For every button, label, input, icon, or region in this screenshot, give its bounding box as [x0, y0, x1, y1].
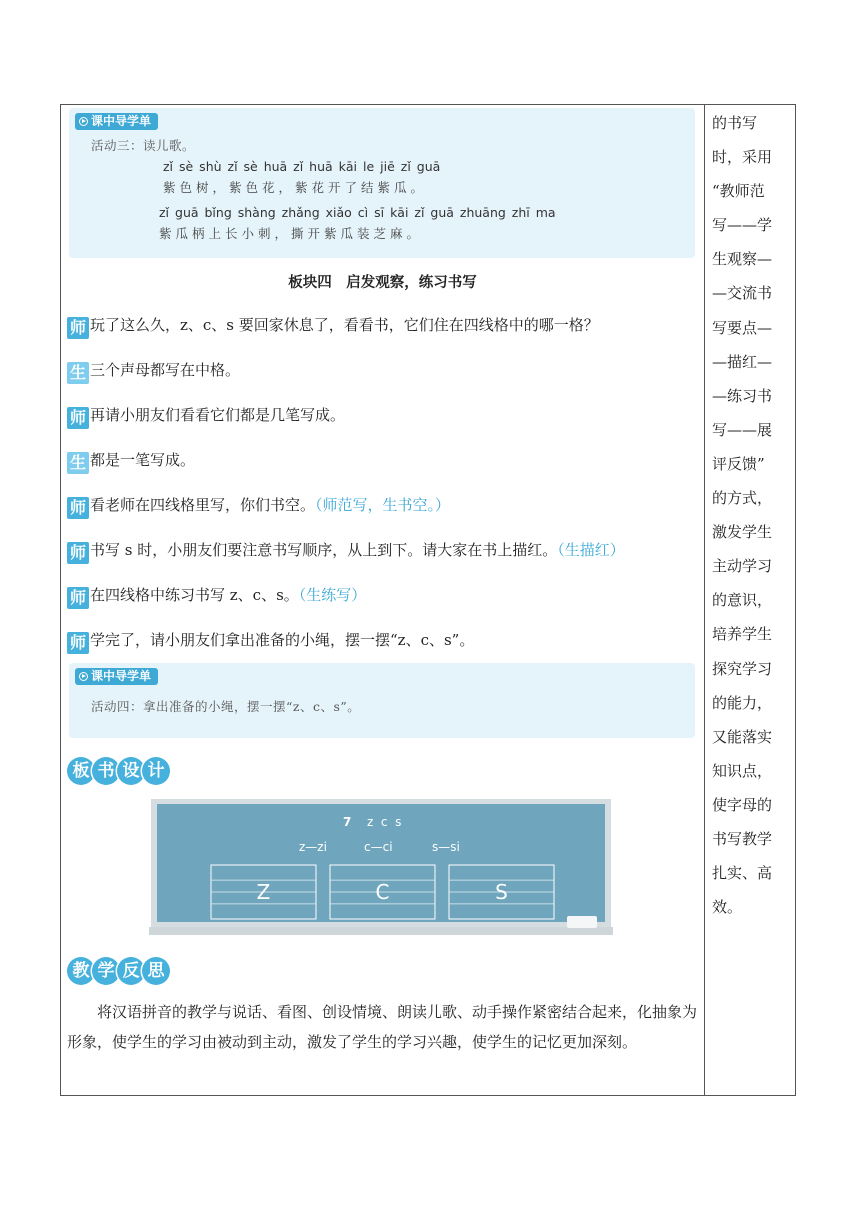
board-ledge	[149, 927, 613, 935]
eraser-icon	[567, 916, 597, 928]
dialogue-line	[67, 538, 625, 562]
guide-tag	[75, 668, 158, 685]
side-line: 效。	[712, 898, 743, 917]
side-line: “教师范	[712, 182, 765, 201]
guide-tag-label: 课中导学单	[91, 669, 152, 683]
side-line: 写——展	[712, 420, 773, 439]
heading-char: 计	[142, 757, 170, 785]
guide-box-activity-4	[69, 663, 695, 738]
dialogue-line	[67, 628, 474, 652]
grid-letter: S	[495, 880, 508, 904]
side-line: 写要点—	[712, 318, 773, 337]
side-line: —交流书	[712, 284, 773, 303]
heading-char: 设	[117, 757, 145, 785]
dialogue-text: 看老师在四线格里写，你们书空。	[90, 496, 316, 514]
section-title: 板块四 启发观察，练习书写	[288, 274, 477, 291]
board-title-letters: z c s	[367, 815, 402, 829]
activity-label: 活动三：读儿歌。	[91, 138, 196, 153]
student-badge: 生	[67, 362, 89, 384]
side-line: 的能力，	[712, 693, 773, 712]
dialogue-note: （师范写，生书空。）	[315, 496, 451, 514]
dialogue-text: 再请小朋友们看看它们都是几笔写成。	[90, 406, 346, 424]
guide-tag-label: 课中导学单	[91, 114, 152, 128]
activity-label: 活动四：拿出准备的小绳，摆一摆“z、c、s”。	[91, 699, 361, 714]
side-line: 主动学习	[712, 557, 773, 576]
dialogue-line	[67, 403, 345, 427]
dialogue-note: （生描红）	[557, 541, 625, 559]
heading-char: 书	[92, 757, 120, 785]
guide-tag	[75, 113, 158, 130]
blackboard	[149, 799, 613, 935]
reflection-paragraph: 将汉语拼音的教学与说话、看图、创设情境、朗读儿歌、动手操作紧密结合起来，化抽象为形象，使学生的学习由被动到主动，激发了学生的学习兴趣，使学生的记忆更加深刻。	[67, 1003, 698, 1051]
heading-char: 学	[92, 957, 120, 985]
side-line: 扎实、高	[712, 864, 773, 883]
teacher-badge: 师	[67, 407, 89, 429]
student-badge: 生	[67, 452, 89, 474]
heading-char: 板	[67, 757, 95, 785]
play-circle-icon	[79, 117, 88, 126]
dialogue-text: 玩了这么久，z、c、s 要回家休息了，看看书，它们住在四线格中的哪一格？	[90, 316, 599, 334]
side-line: 生观察—	[712, 250, 773, 269]
dialogue-note: （生练写）	[298, 586, 367, 604]
side-commentary	[712, 106, 792, 924]
side-line: 探究学习	[712, 659, 773, 678]
teacher-badge: 师	[67, 632, 89, 654]
side-line: 又能落实	[712, 727, 773, 746]
side-line: 评反馈”	[712, 454, 765, 473]
verse2-hanzi: 紫瓜柄上长小刺，撕开紫瓜装芝麻。	[159, 226, 424, 241]
side-line: 使字母的	[712, 795, 773, 814]
reflection-heading	[67, 957, 167, 989]
dialogue-text: 书写 s 时，小朋友们要注意书写顺序，从上到下。请大家在书上描红。	[90, 541, 558, 559]
dialogue-text: 三个声母都写在中格。	[90, 361, 241, 379]
side-line: —描红—	[712, 352, 773, 371]
teacher-badge: 师	[67, 317, 89, 339]
dialogue-line	[67, 448, 195, 472]
heading-char: 教	[67, 957, 95, 985]
side-line: 书写教学	[712, 829, 773, 848]
board-syllable: c—ci	[364, 840, 393, 854]
dialogue-line	[67, 493, 450, 517]
side-line: 培养学生	[712, 625, 773, 644]
teacher-badge: 师	[67, 587, 89, 609]
dialogue-line	[67, 358, 240, 382]
side-line: 时，采用	[712, 148, 773, 167]
dialogue-text: 都是一笔写成。	[90, 451, 196, 469]
play-circle-icon	[79, 672, 88, 681]
side-line: 写——学	[712, 216, 773, 235]
column-divider	[704, 104, 705, 1096]
grid-letter: Z	[256, 880, 271, 904]
board-syllable: z—zi	[299, 840, 327, 854]
side-line: 的意识，	[712, 591, 773, 610]
side-line: 激发学生	[712, 523, 773, 542]
grid-letter: C	[375, 880, 390, 904]
teacher-badge: 师	[67, 542, 89, 564]
guide-box-activity-3	[69, 108, 695, 258]
main-column	[61, 105, 704, 1095]
teacher-badge: 师	[67, 497, 89, 519]
dialogue-text: 学完了，请小朋友们拿出准备的小绳，摆一摆“z、c、s”。	[90, 631, 475, 649]
verse1-hanzi: 紫色树，紫色花，紫花开了结紫瓜。	[163, 180, 428, 195]
dialogue-line	[67, 583, 366, 607]
side-line: 的方式，	[712, 489, 773, 508]
side-line: 知识点，	[712, 761, 773, 780]
heading-char: 反	[117, 957, 145, 985]
side-line: —练习书	[712, 386, 773, 405]
board-design-heading	[67, 757, 167, 789]
side-line: 的书写	[712, 114, 758, 132]
heading-char: 思	[142, 957, 170, 985]
dialogue-text: 在四线格中练习书写 z、c、s。	[90, 586, 299, 604]
board-title-num: 7	[343, 815, 352, 829]
board-syllable: s—si	[432, 840, 460, 854]
verse2-pinyin: zǐ guā bǐng shàng zhǎng xiǎo cì sī kāi zǐ guā zhuāng zhī ma	[159, 205, 556, 220]
dialogue-line	[67, 313, 599, 337]
verse1-pinyin: zǐ sè shù zǐ sè huā zǐ huā kāi le jiē zǐ guā	[163, 159, 441, 174]
